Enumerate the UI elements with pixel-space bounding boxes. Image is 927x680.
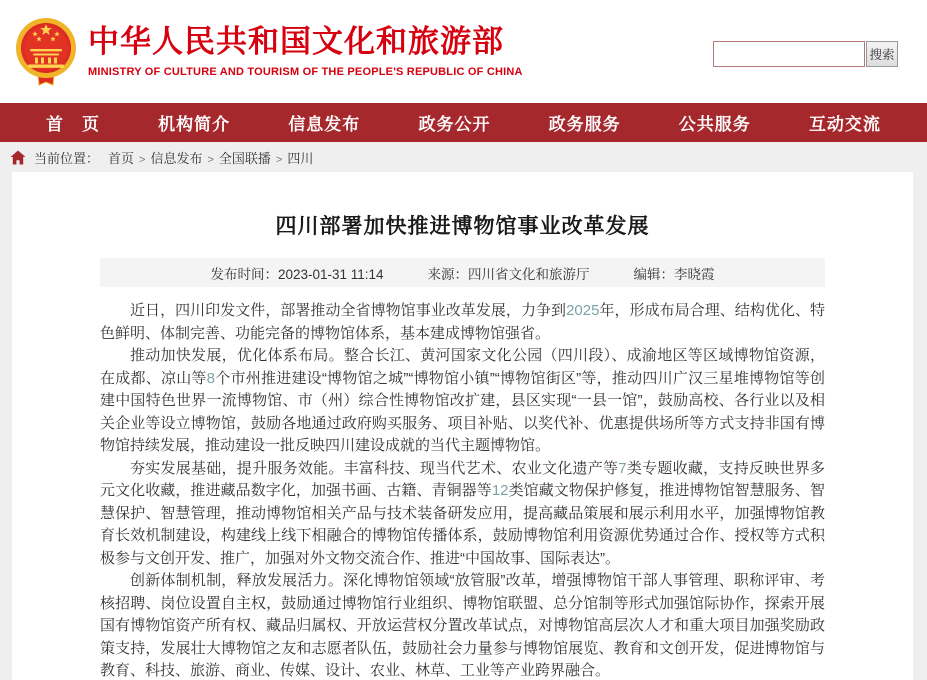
publish-time: 发布时间：2023-01-31 11:14 (210, 266, 384, 282)
site-header (0, 0, 927, 103)
breadcrumb (0, 142, 927, 172)
nav-item-3[interactable]: 政务公开 (418, 115, 491, 134)
highlight-number: 8 (206, 369, 216, 387)
nav-item-2[interactable]: 信息发布 (288, 115, 361, 134)
article-paragraph-0: 近日，四川印发文件，部署推动全省博物馆事业改革发展，力争到2025年，形成布局合理、结构优化、特色鲜明、体制完善、功能完备的博物馆体系，基本建成博物馆强省。 (100, 302, 825, 342)
national-emblem-logo (14, 17, 78, 87)
article-source: 来源：四川省文化和旅游厅 (427, 266, 590, 282)
article-paragraph-3: 创新体制机制，释放发展活力。深化博物馆领域“放管服”改革，增强博物馆干部人事管理、职称评审、考核招聘、岗位设置自主权，鼓励通过博物馆行业组织、博物馆联盟、总分馆制等形式加强馆际协作，探索开展国有博物馆资产所有权、藏品归属权、开放运营权分置改革试点，对博物馆高层次人才和重大项目加强奖励政策支持，发展壮大博物馆之友和志愿者队伍，鼓励社会力量参与博物馆展览、教育和文创开发，促进博物馆与教育、科技、旅游、商业、传媒、设计、农业、林草、工业等产业跨界融合。 (100, 572, 825, 679)
breadcrumb-separator: > (139, 153, 146, 166)
article-paragraph-2: 夯实发展基础，提升服务效能。丰富科技、现当代艺术、农业文化遗产等7类专题收藏，支持反映世界多元文化收藏，推进藏品数字化，加强书画、古籍、青铜器等12类馆藏文物保护修复，推进博物馆智慧服务、智慧保护、智慧管理，推动博物馆相关产品与技术装备研发应用，提高藏品策展和展示利用水平，加强博物馆教育长效机制建设，构建线上线下相融合的博物馆传播体系，鼓励博物馆利用资源优势通过合作、授权等方式积极参与文创开发、推广，加强对外文物交流合作、推进“中国故事、国际表达”。 (100, 459, 825, 567)
article-card (12, 172, 913, 680)
nav-item-5[interactable]: 公共服务 (678, 115, 751, 134)
article-body (100, 300, 825, 680)
nav-item-6[interactable]: 互动交流 (808, 115, 881, 134)
highlight-number: 2025 (566, 302, 600, 319)
site-subtitle: MINISTRY OF CULTURE AND TOURISM OF THE PEOPLE'S REPUBLIC OF CHINA (88, 65, 523, 78)
search-input[interactable] (713, 41, 865, 67)
breadcrumb-separator: > (207, 153, 214, 166)
breadcrumb-separator: > (275, 153, 283, 166)
breadcrumb-label: 当前位置： (34, 150, 100, 166)
nav-item-0[interactable]: 首 页 (46, 115, 100, 134)
nav-item-1[interactable]: 机构简介 (158, 115, 231, 134)
home-icon[interactable] (10, 150, 26, 165)
breadcrumb-link-1[interactable]: 信息发布 (150, 150, 203, 166)
search-box (713, 41, 898, 67)
site-brand (14, 17, 523, 87)
search-button[interactable]: 搜索 (866, 41, 898, 67)
highlight-number: 12 (491, 482, 509, 499)
main-nav (0, 103, 927, 142)
article-title: 四川部署加快推进博物馆事业改革发展 (275, 215, 650, 238)
highlight-number: 7 (618, 459, 627, 477)
content-area (0, 172, 927, 680)
site-title: 中华人民共和国文化和旅游部 (88, 24, 504, 60)
article-editor: 编辑：李晓霞 (633, 266, 715, 282)
breadcrumb-link-3[interactable]: 四川 (287, 150, 314, 166)
breadcrumb-link-2[interactable]: 全国联播 (218, 150, 271, 166)
breadcrumb-link-0[interactable]: 首页 (108, 150, 135, 166)
nav-item-4[interactable]: 政务服务 (548, 115, 621, 134)
article-paragraph-1: 推动加快发展，优化体系布局。整合长江、黄河国家文化公园（四川段）、成渝地区等区域博物馆资源，在成都、凉山等8个市州推进建设“博物馆之城”“博物馆小镇”“博物馆街区”等，推动四川广汉三星堆博物馆等创建中国特色世界一流博物馆、市（州）综合性博物馆改扩建，县区实现“一县一馆”，鼓励高校、各行业以及相关企业等设立博物馆，鼓励各地通过政府购买服务、项目补贴、以奖代补、优惠提供场所等方式支持非国有博物馆持续发展，推动建设一批反映四川建设成就的当代主题博物馆。 (100, 347, 825, 454)
article-meta-bar (100, 258, 825, 287)
